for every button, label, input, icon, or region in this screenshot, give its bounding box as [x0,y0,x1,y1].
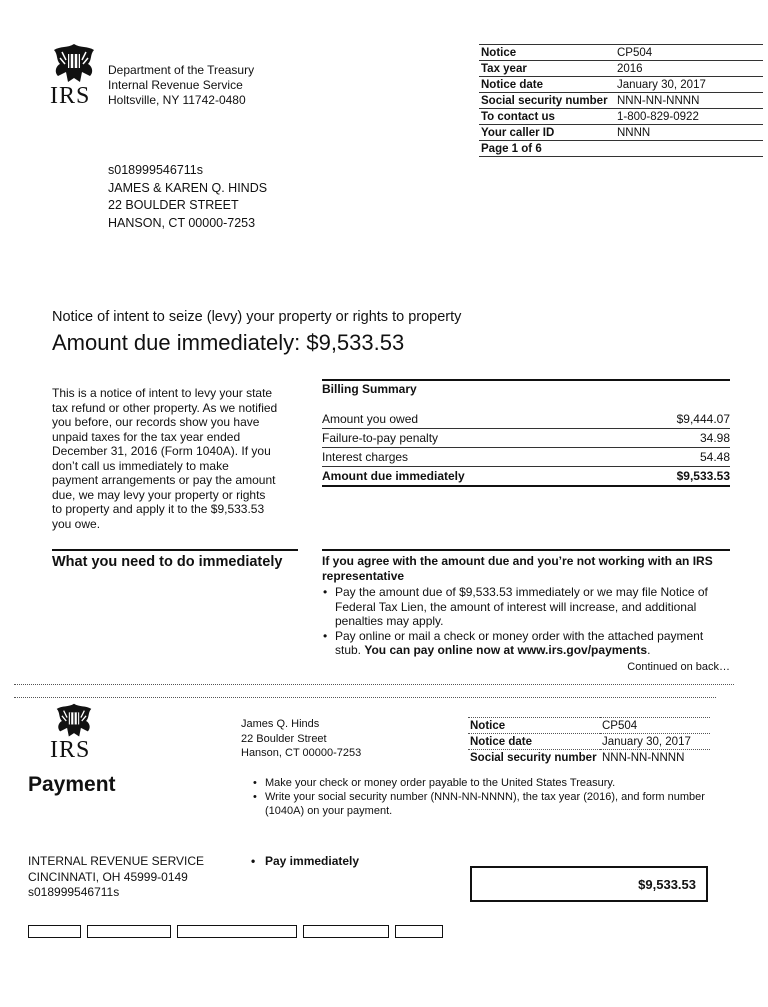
stub-info-row [468,750,710,766]
info-label: To contact us [479,109,615,125]
scan-box [177,925,297,938]
info-label: Notice [479,45,615,61]
billing-label: Interest charges [322,450,409,464]
info-value: CP504 [600,718,710,734]
agency-service: Internal Revenue Service [108,78,243,92]
info-label: Your caller ID [479,125,615,141]
billing-value: 54.48 [699,450,730,464]
scan-box [395,925,443,938]
recipient-id: s018999546711s [108,163,203,177]
recipient-city: HANSON, CT 00000-7253 [108,215,256,230]
notice-headline: Amount due immediately: $9,533.53 [52,330,405,355]
mailing-address [28,854,204,901]
info-value: NNN-NN-NNNN [602,751,685,764]
stub-info-row [468,734,710,750]
recipient-street: 22 BOULDER STREET [108,198,239,212]
stub-name: James Q. Hinds [241,718,320,730]
info-row [479,109,763,125]
pay-immediately-label: • Pay immediately [263,854,359,868]
info-row [479,141,763,157]
scan-box [303,925,389,938]
info-row [479,45,763,61]
info-value [615,141,763,157]
stub-irs-logo [50,702,102,762]
billing-row [322,429,730,448]
notice-subtitle: Notice of intent to seize (levy) your property or rights to property [52,309,462,325]
action-bullet: • Pay online or mail a check or money order with the attached payment stub. You can pay online now at www.irs.gov/payments. [335,629,730,658]
mail-id: s018999546711s [28,885,120,899]
payment-title: Payment [28,773,116,796]
amount-box[interactable] [470,866,708,902]
info-value: January 30, 2017 [615,77,763,93]
info-value: 1-800-829-0922 [615,109,763,125]
info-row [479,93,763,109]
billing-summary [322,379,730,487]
info-value: NNN-NN-NNNN [615,93,763,109]
recipient-name: JAMES & KAREN Q. HINDS [108,180,268,195]
info-value: NNNN [615,125,763,141]
info-row [479,125,763,141]
billing-title: Billing Summary [322,382,417,396]
billing-value: $9,444.07 [676,412,730,426]
amount-enclosed: $9,533.53 [638,877,696,892]
scan-line [28,925,449,938]
instruction-item: • Make your check or money order payable to the United States Treasury. [265,776,735,790]
stub-street: 22 Boulder Street [241,732,327,745]
agency-dept: Department of the Treasury [108,63,255,77]
payment-instructions [252,776,735,818]
logo-text: IRS [50,83,91,109]
billing-label: Amount you owed [322,412,419,426]
mail-name: INTERNAL REVENUE SERVICE [28,854,205,868]
info-label: Page 1 of 6 [479,141,615,157]
stub-city: Hanson, CT 00000-7253 [241,747,362,759]
action-bullet: • Pay the amount due of $9,533.53 immediately or we may file Notice of Federal Tax Lien, the amount of interest will increase, and additional penalties may apply. [335,585,730,629]
info-value: 2016 [615,61,763,77]
irs-logo [50,42,102,108]
billing-label: Amount due immediately [322,469,465,483]
scan-box [28,925,81,938]
action-list [322,585,730,658]
logo-text: IRS [50,737,91,763]
info-label: Social security number [479,93,615,109]
billing-row [322,448,730,467]
info-row [479,61,763,77]
eagle-icon [50,42,98,86]
mail-city: CINCINNATI, OH 45999-0149 [28,869,188,884]
agency-address [108,63,254,108]
billing-label: Failure-to-pay penalty [322,431,439,445]
info-row [479,77,763,93]
info-label: Tax year [479,61,615,77]
billing-value: 34.98 [699,431,730,445]
perforation-line-2 [14,697,716,698]
info-value: January 30, 2017 [600,734,710,750]
eagle-icon [50,702,98,740]
billing-row [322,410,730,429]
action-heading: What you need to do immediately [52,554,283,570]
info-label: Notice date [468,734,600,750]
stub-info-table [468,717,710,765]
notice-info-table [479,44,763,157]
action-subheading: If you agree with the amount due and you’re not working with an IRS representative [322,554,713,583]
action-heading-box [52,549,298,570]
scan-box [87,925,171,938]
stub-info-row [468,718,710,734]
perforation-line [14,684,734,685]
action-content [322,549,730,674]
info-label: Notice date [479,77,615,93]
info-value: CP504 [615,45,763,61]
pay-note [250,854,359,868]
bullet-text: Pay online or mail a check or money order with the attached payment stub. [335,628,704,657]
stub-address [241,717,361,761]
continued-text: Continued on back… [627,660,730,673]
info-label: Notice [468,718,600,734]
billing-total-row [322,467,730,487]
notice-intro: This is a notice of intent to levy your state tax refund or other property. As we notified you before, our records show you have unpaid taxes for the tax year ended December 31, 2016 (Form 1040A). If you don’t call us immediately to make payment arrangements or pay the amount due, we may levy your property or rights to property and apply it to the $9,533.53 you owe. [52,386,278,531]
info-label: Social security number [470,751,597,764]
billing-value: $9,533.53 [676,469,730,483]
agency-city: Holtsville, NY 11742-0480 [108,93,246,107]
instruction-item: • Write your social security number (NNN-NN-NNNN), the tax year (2016), and form number (1040A) on your payment. [265,790,735,818]
recipient-address [108,162,267,232]
pay-online-link[interactable]: You can pay online now at www.irs.gov/payments [364,643,648,657]
